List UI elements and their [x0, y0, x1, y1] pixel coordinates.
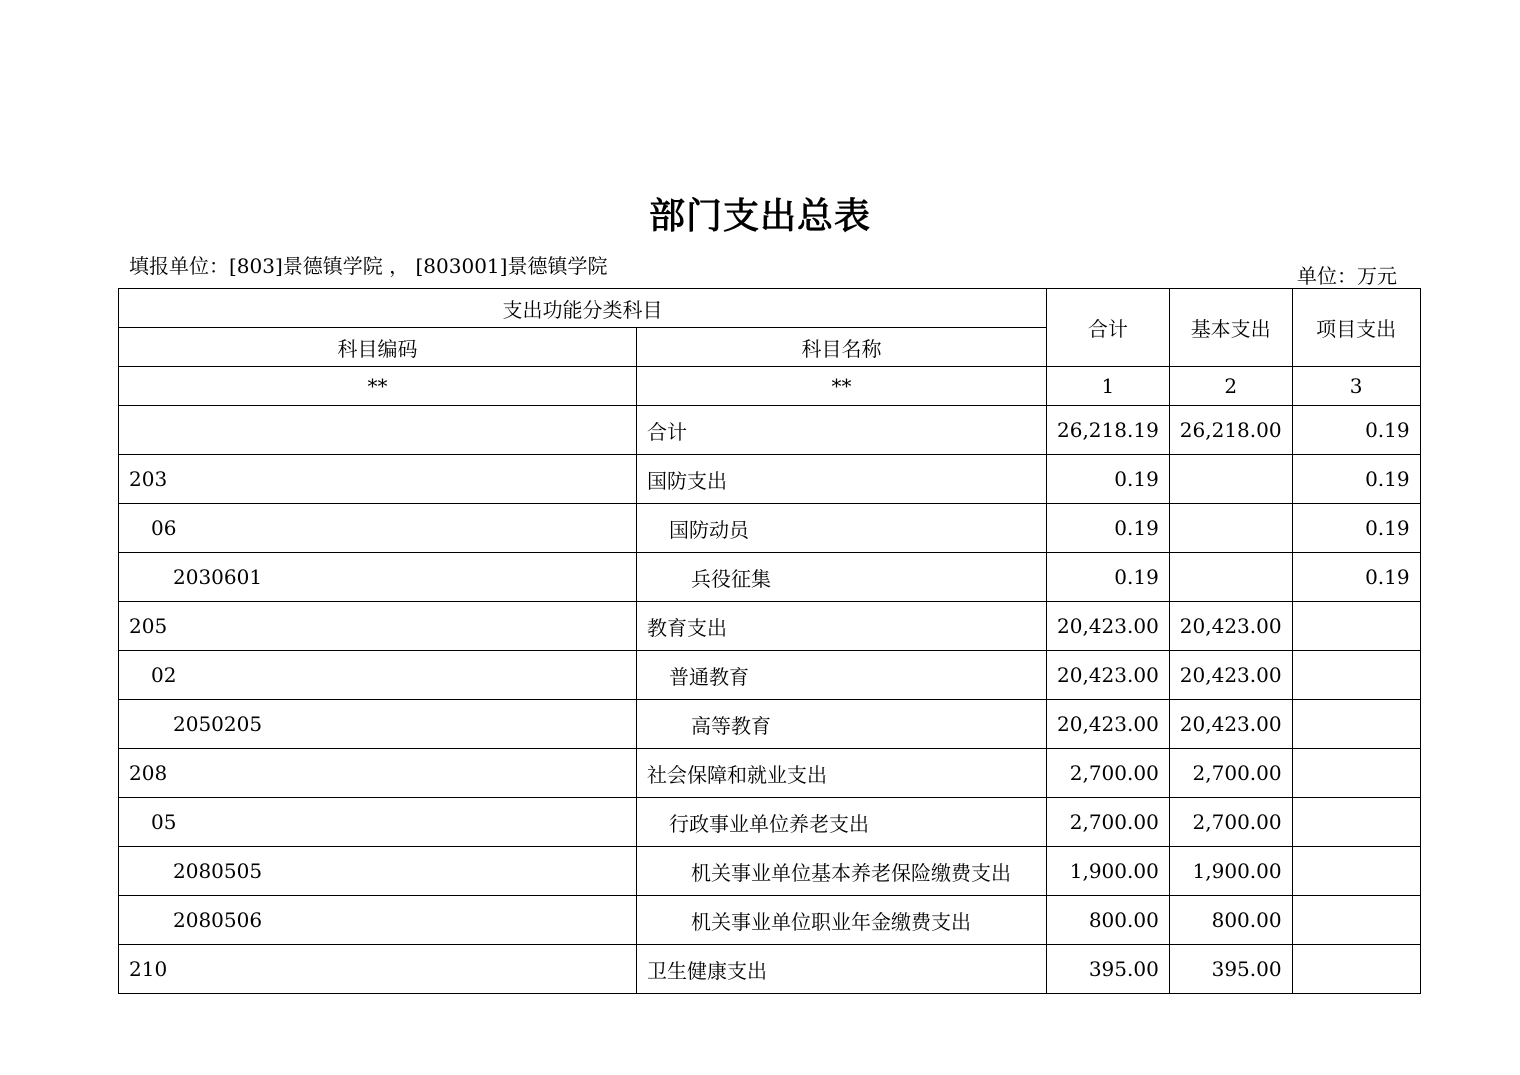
header-project: 项目支出	[1292, 289, 1420, 367]
header-col1: 1	[1047, 367, 1170, 406]
row-name: 教育支出	[637, 602, 1047, 651]
row-project	[1292, 700, 1420, 749]
row-total: 1,900.00	[1047, 847, 1170, 896]
row-total: 20,423.00	[1047, 700, 1170, 749]
row-total: 800.00	[1047, 896, 1170, 945]
table-row	[119, 602, 1421, 651]
header-code: 科目编码	[119, 328, 637, 367]
row-total: 20,423.00	[1047, 602, 1170, 651]
table-row	[119, 798, 1421, 847]
row-project: 0.19	[1292, 455, 1420, 504]
row-total: 0.19	[1047, 455, 1170, 504]
table-row	[119, 847, 1421, 896]
row-name: 卫生健康支出	[637, 945, 1047, 994]
row-basic: 1,900.00	[1169, 847, 1292, 896]
table-row	[119, 455, 1421, 504]
row-code: 205	[119, 602, 637, 651]
row-total: 0.19	[1047, 553, 1170, 602]
row-code: 05	[119, 798, 637, 847]
header-name: 科目名称	[637, 328, 1047, 367]
expenditure-table	[118, 288, 1421, 994]
row-total: 2,700.00	[1047, 749, 1170, 798]
row-project	[1292, 602, 1420, 651]
row-total: 2,700.00	[1047, 798, 1170, 847]
row-code: 203	[119, 455, 637, 504]
row-code: 210	[119, 945, 637, 994]
row-project	[1292, 945, 1420, 994]
row-basic: 2,700.00	[1169, 749, 1292, 798]
header-col3: 3	[1292, 367, 1420, 406]
row-total: 20,423.00	[1047, 651, 1170, 700]
row-project	[1292, 896, 1420, 945]
row-name: 高等教育	[637, 700, 1047, 749]
row-basic: 2,700.00	[1169, 798, 1292, 847]
row-project: 0.19	[1292, 406, 1420, 455]
row-name: 机关事业单位基本养老保险缴费支出	[637, 847, 1047, 896]
row-project	[1292, 798, 1420, 847]
row-project	[1292, 847, 1420, 896]
row-name: 合计	[637, 406, 1047, 455]
header-total: 合计	[1047, 289, 1170, 367]
header-row-1	[119, 289, 1421, 328]
row-name: 社会保障和就业支出	[637, 749, 1047, 798]
header-category: 支出功能分类科目	[119, 289, 1047, 328]
row-basic: 26,218.00	[1169, 406, 1292, 455]
table-row	[119, 896, 1421, 945]
row-code: 2080505	[119, 847, 637, 896]
row-basic: 20,423.00	[1169, 700, 1292, 749]
row-total: 395.00	[1047, 945, 1170, 994]
header-col2: 2	[1169, 367, 1292, 406]
row-code: 208	[119, 749, 637, 798]
page-title: 部门支出总表	[648, 195, 871, 237]
filing-unit: 填报单位：[803]景德镇学院 ， [803001]景德镇学院	[129, 254, 608, 278]
row-project: 0.19	[1292, 553, 1420, 602]
table-row	[119, 700, 1421, 749]
row-basic	[1169, 504, 1292, 553]
row-total: 0.19	[1047, 504, 1170, 553]
row-name: 普通教育	[637, 651, 1047, 700]
row-code: 2080506	[119, 896, 637, 945]
table-row	[119, 945, 1421, 994]
row-code: 2030601	[119, 553, 637, 602]
row-code: 2050205	[119, 700, 637, 749]
row-basic: 395.00	[1169, 945, 1292, 994]
row-project: 0.19	[1292, 504, 1420, 553]
row-name: 国防支出	[637, 455, 1047, 504]
row-basic: 20,423.00	[1169, 651, 1292, 700]
row-code	[119, 406, 637, 455]
header-code-marker: **	[119, 367, 637, 406]
row-project	[1292, 749, 1420, 798]
row-name: 兵役征集	[637, 553, 1047, 602]
row-name: 国防动员	[637, 504, 1047, 553]
table-row	[119, 406, 1421, 455]
row-total: 26,218.19	[1047, 406, 1170, 455]
row-code: 06	[119, 504, 637, 553]
row-basic	[1169, 553, 1292, 602]
header-name-marker: **	[637, 367, 1047, 406]
table-row	[119, 553, 1421, 602]
header-row-3	[119, 367, 1421, 406]
table-row	[119, 749, 1421, 798]
row-basic: 20,423.00	[1169, 602, 1292, 651]
row-name: 机关事业单位职业年金缴费支出	[637, 896, 1047, 945]
row-basic: 800.00	[1169, 896, 1292, 945]
row-code: 02	[119, 651, 637, 700]
row-name: 行政事业单位养老支出	[637, 798, 1047, 847]
row-project	[1292, 651, 1420, 700]
currency-unit: 单位：万元	[1297, 264, 1397, 288]
row-basic	[1169, 455, 1292, 504]
header-basic: 基本支出	[1169, 289, 1292, 367]
table-row	[119, 651, 1421, 700]
table-row	[119, 504, 1421, 553]
